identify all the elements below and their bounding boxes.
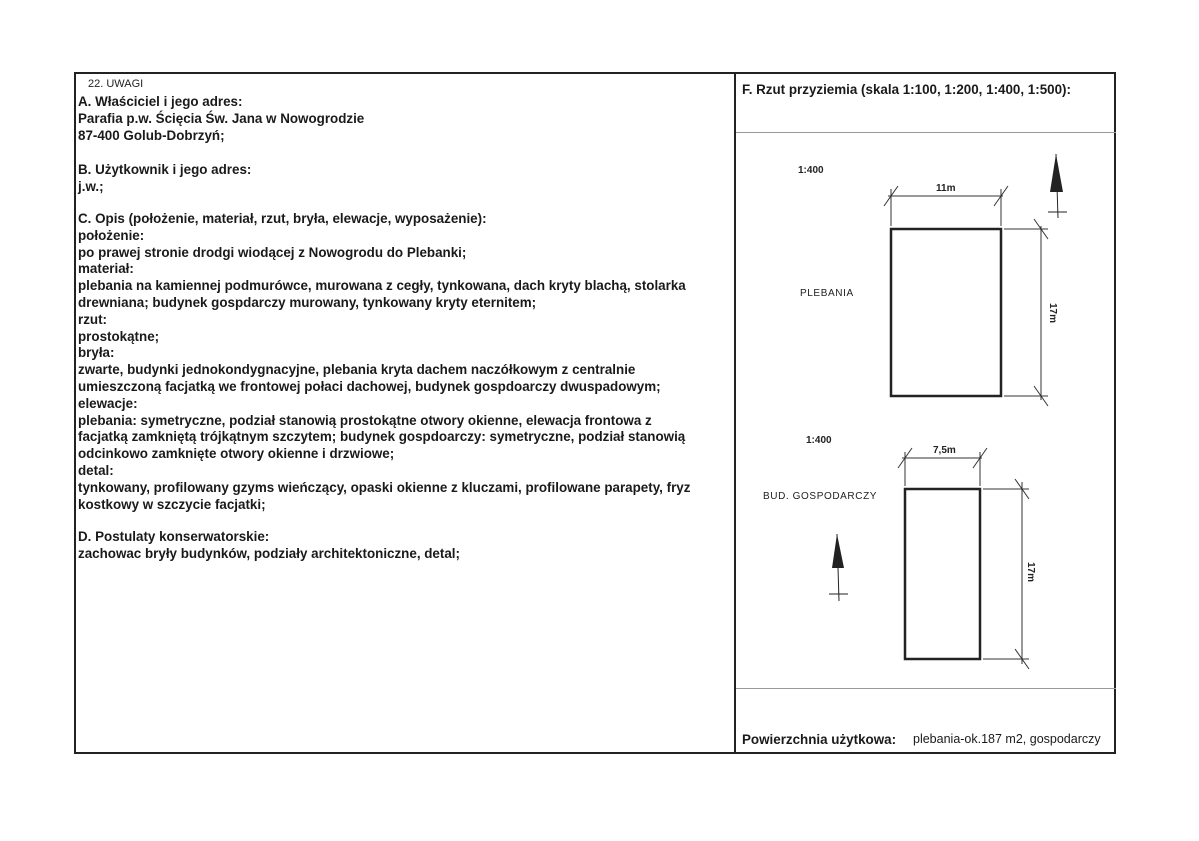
plan1-scale: 1:400 xyxy=(798,165,824,176)
elevations-text-1: plebania: symetryczne, podział stanowią prostokątne otwory okienne, elewacja frontowa z xyxy=(78,412,652,428)
usable-area-label: Powierzchnia użytkowa: xyxy=(742,732,897,747)
card-sheet xyxy=(74,72,1116,754)
material-text-1: plebania na kamiennej podmurówce, murowana z cegły, tynkowana, dach kryty blachą, stolarka xyxy=(78,278,686,294)
plan1-outline xyxy=(891,229,1001,396)
user-heading: B. Użytkownik i jego adres: xyxy=(78,162,252,177)
plan2-width-label: 7,5m xyxy=(933,445,956,456)
conservation-section xyxy=(78,529,460,563)
owner-heading: A. Właściciel i jego adres: xyxy=(78,94,243,109)
detail-label: detal: xyxy=(78,462,114,478)
floor-plan-panel xyxy=(736,74,1116,752)
plan1-width-label: 11m xyxy=(936,183,956,194)
owner-section xyxy=(78,94,364,144)
location-label: położenie: xyxy=(78,227,145,243)
user-section xyxy=(78,162,251,196)
elevations-text-2: facjatką zamkniętą trójkątnym szczytem; budynek gospdoarczy: symetryczne, podział stanowią xyxy=(78,429,686,445)
material-text-2: drewniana; budynek gospdarczy murowany, tynkowany kryty eternitem; xyxy=(78,294,537,310)
north-arrow-icon-2 xyxy=(829,534,848,601)
mass-label: bryła: xyxy=(78,345,115,361)
plan2-outline xyxy=(905,489,980,659)
elevations-label: elewacje: xyxy=(78,395,138,411)
floor-plan-drawing xyxy=(736,74,1116,714)
floor-plan-title: F. Rzut przyziemia (skala 1:100, 1:200, 1:400, 1:500): xyxy=(742,82,1071,97)
elevations-text-3: odcinkowo zamknięte otwory okienne i drzwiowe; xyxy=(78,446,395,462)
plan2-scale: 1:400 xyxy=(806,435,832,446)
owner-address: 87-400 Golub-Dobrzyń; xyxy=(78,127,225,143)
mass-text-2: umieszczoną facjatką we frontowej połaci dachowej, budynek gospdoarczy dwuspadowym; xyxy=(78,378,661,394)
conservation-text: zachowac bryły budynków, podziały architektoniczne, detal; xyxy=(78,545,460,561)
usable-area-value: plebania-ok.187 m2, gospodarczy xyxy=(913,732,1101,746)
plan1-label: PLEBANIA xyxy=(800,288,854,299)
plan-text: prostokątne; xyxy=(78,328,160,344)
north-arrow-icon xyxy=(1048,154,1067,218)
conservation-heading: D. Postulaty konserwatorskie: xyxy=(78,529,270,544)
plan-label: rzut: xyxy=(78,311,108,327)
material-label: materiał: xyxy=(78,261,134,277)
plan1-height-label: 17m xyxy=(1047,303,1058,324)
section-number: 22. UWAGI xyxy=(88,78,144,90)
location-text: po prawej stronie drodgi wiodącej z Nowogrodu do Plebanki; xyxy=(78,244,467,260)
remarks-panel xyxy=(76,74,736,752)
plan2-height-label: 17m xyxy=(1025,562,1036,583)
detail-text-2: kostkowy w szczycie facjatki; xyxy=(78,496,266,512)
detail-text-1: tynkowany, profilowany gzyms wieńczący, opaski okienne z kluczami, profilowane parapety, fryz xyxy=(78,479,691,495)
mass-text-1: zwarte, budynki jednokondygnacyjne, plebania kryta dachem naczółkowym z centralnie xyxy=(78,362,636,378)
description-section xyxy=(78,211,690,513)
plan2-label: BUD. GOSPODARCZY xyxy=(763,491,878,502)
plan1-height-dimension xyxy=(1004,219,1048,406)
owner-name: Parafia p.w. Ścięcia Św. Jana w Nowogrodzie xyxy=(78,110,365,126)
user-value: j.w.; xyxy=(78,178,104,194)
plan2-height-dimension xyxy=(983,479,1029,669)
description-heading: C. Opis (położenie, materiał, rzut, bryła, elewacje, wyposażenie): xyxy=(78,211,487,226)
